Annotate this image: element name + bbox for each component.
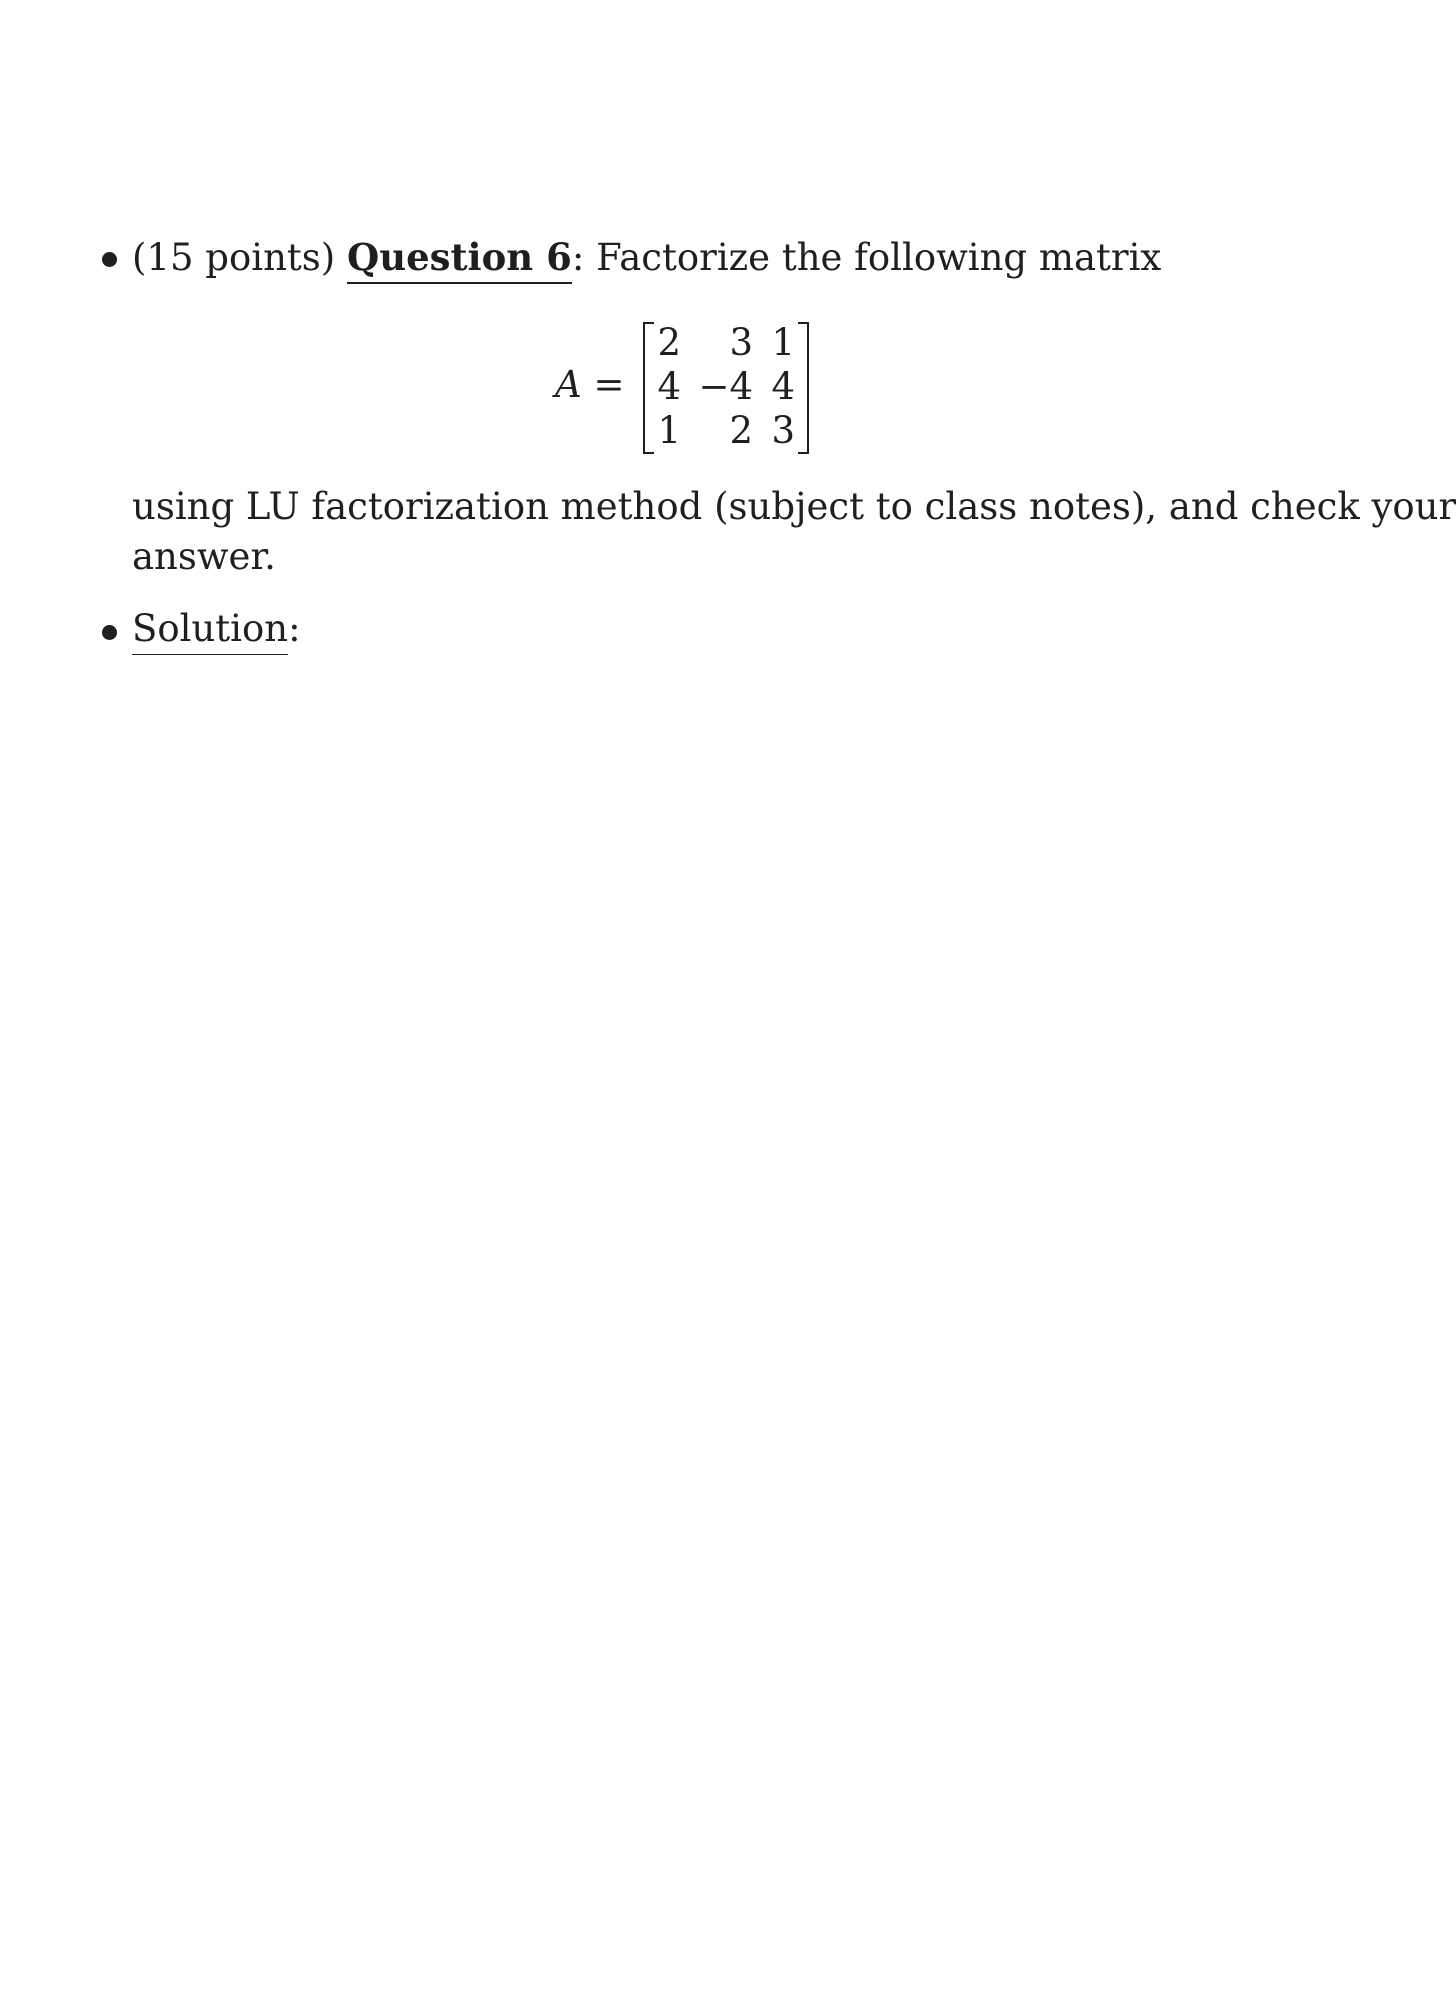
question-points: (15 points) <box>132 236 336 279</box>
matrix-cell: 1 <box>771 321 795 364</box>
matrix <box>643 322 809 452</box>
question-label: Question 6 <box>347 235 572 284</box>
equation-variable: A <box>555 363 582 406</box>
matrix-cell: −4 <box>698 365 753 408</box>
matrix-cell: 4 <box>771 365 795 408</box>
question-text: Factorize the following matrix <box>596 236 1162 279</box>
right-bracket <box>798 322 809 454</box>
matrix-cell: 2 <box>657 321 681 364</box>
left-bracket <box>643 322 654 454</box>
solution-colon: : <box>288 607 301 650</box>
matrix-cell: 4 <box>657 365 681 408</box>
matrix-cell: 3 <box>771 409 795 452</box>
matrix-cell: 1 <box>657 409 681 452</box>
instruction-line-2: answer. <box>132 535 276 578</box>
question-bullet <box>102 252 117 267</box>
instruction-line-1: using LU factorization method (subject to class notes), and check your <box>132 485 1456 528</box>
solution-line <box>132 606 301 652</box>
matrix-cell: 2 <box>729 409 753 452</box>
solution-bullet <box>102 625 117 640</box>
equation-lhs <box>555 362 625 408</box>
question-colon: : <box>571 236 585 279</box>
matrix-cell: 3 <box>729 321 753 364</box>
equals-sign: = <box>593 363 625 406</box>
question-line <box>132 234 1161 281</box>
solution-label: Solution <box>132 607 288 655</box>
